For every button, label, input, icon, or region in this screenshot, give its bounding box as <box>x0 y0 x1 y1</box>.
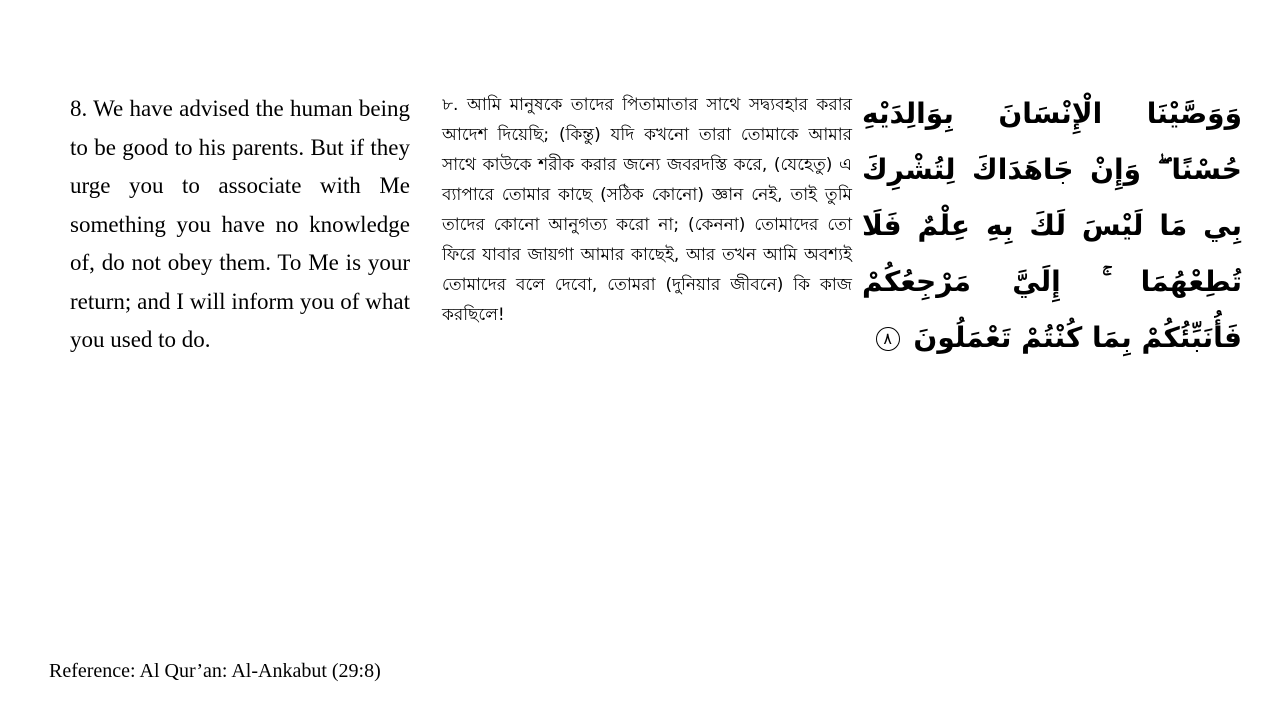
english-translation: 8. We have advised the human being to be good to his parents. But if they urge you to associate with Me something you have no knowledge of, do not obey them. To Me is your return; and I will inform you of what you used to do. <box>70 96 410 352</box>
arabic-verse-text: وَوَصَّيْنَا الْإِنْسَانَ بِوَالِدَيْهِ حُسْنًا ۖ وَإِنْ جَاهَدَاكَ لِتُشْرِكَ بِي مَا لَيْسَ لَكَ بِهِ عِلْمٌ فَلَا تُطِعْهُمَا ۚ إِلَيَّ مَرْجِعُكُمْ فَأُنَبِّئُكُمْ بِمَا كُنْتُمْ تَعْمَلُونَ <box>862 97 1242 354</box>
arabic-verse <box>862 86 1242 366</box>
reference-citation: Reference: Al Qur’an: Al-Ankabut (29:8) <box>49 660 381 682</box>
bengali-translation: ৮. আমি মানুষকে তাদের পিতামাতার সাথে সদ্ব্যবহার করার আদেশ দিয়েছি; (কিন্তু) যদি কখনো তারা তোমাকে আমার সাথে কাউকে শরীক করার জন্যে জবরদস্তি করে, (যেহেতু) এ ব্যাপারে তোমার কাছে (সঠিক কোনো) জ্ঞান নেই, তাই তুমি তাদের কোনো আনুগত্য করো না; (কেননা) তোমাদের তো ফিরে যাবার জায়গা আমার কাছেই, আর তখন আমি অবশ্যই তোমাদের বলে দেবো, তোমরা (দুনিয়ার জীবনে) কি কাজ করছিলে! <box>442 95 852 325</box>
ayah-number-marker: ٨ <box>876 327 900 351</box>
